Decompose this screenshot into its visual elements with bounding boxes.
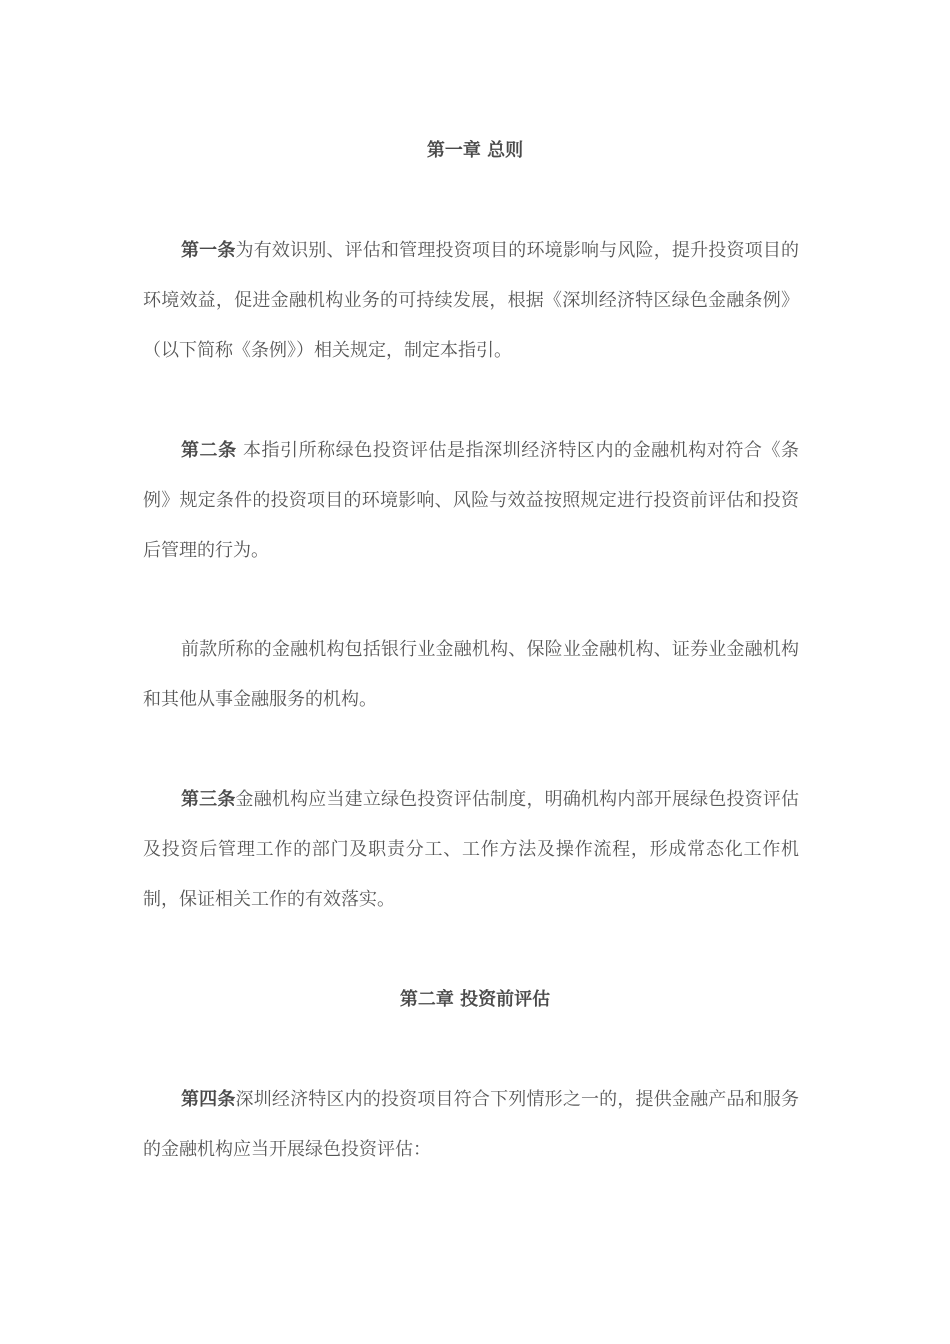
article-2-lead: 第二条 xyxy=(181,440,237,461)
article-4-lead: 第四条 xyxy=(181,1089,236,1110)
article-3 xyxy=(143,775,799,925)
chapter-2-title: 第二章 投资前评估 xyxy=(399,989,551,1010)
article-4-text: 深圳经济特区内的投资项目符合下列情形之一的，提供金融产品和服务的金融机构应当开展绿色投资评估： xyxy=(143,1089,799,1160)
chapter-1-title: 第一章 总则 xyxy=(426,140,524,161)
article-2-paragraph-2-text: 前款所称的金融机构包括银行业金融机构、保险业金融机构、证券业金融机构和其他从事金融服务的机构。 xyxy=(143,639,799,710)
article-2-paragraph-2 xyxy=(143,625,799,725)
article-2-text: 本指引所称绿色投资评估是指深圳经济特区内的金融机构对符合《条例》规定条件的投资项目的环境影响、风险与效益按照规定进行投资前评估和投资后管理的行为。 xyxy=(143,440,800,561)
article-1 xyxy=(143,226,799,376)
article-1-lead: 第一条 xyxy=(181,240,236,261)
article-2 xyxy=(143,426,799,576)
article-4 xyxy=(143,1075,799,1175)
article-3-lead: 第三条 xyxy=(181,789,236,810)
article-1-text: 为有效识别、评估和管理投资项目的环境影响与风险，提升投资项目的环境效益，促进金融机构业务的可持续发展，根据《深圳经济特区绿色金融条例》（以下简称《条例》）相关规定，制定本指引。 xyxy=(143,240,799,361)
article-3-text: 金融机构应当建立绿色投资评估制度，明确机构内部开展绿色投资评估及投资后管理工作的部门及职责分工、工作方法及操作流程，形成常态化工作机制，保证相关工作的有效落实。 xyxy=(143,789,799,910)
